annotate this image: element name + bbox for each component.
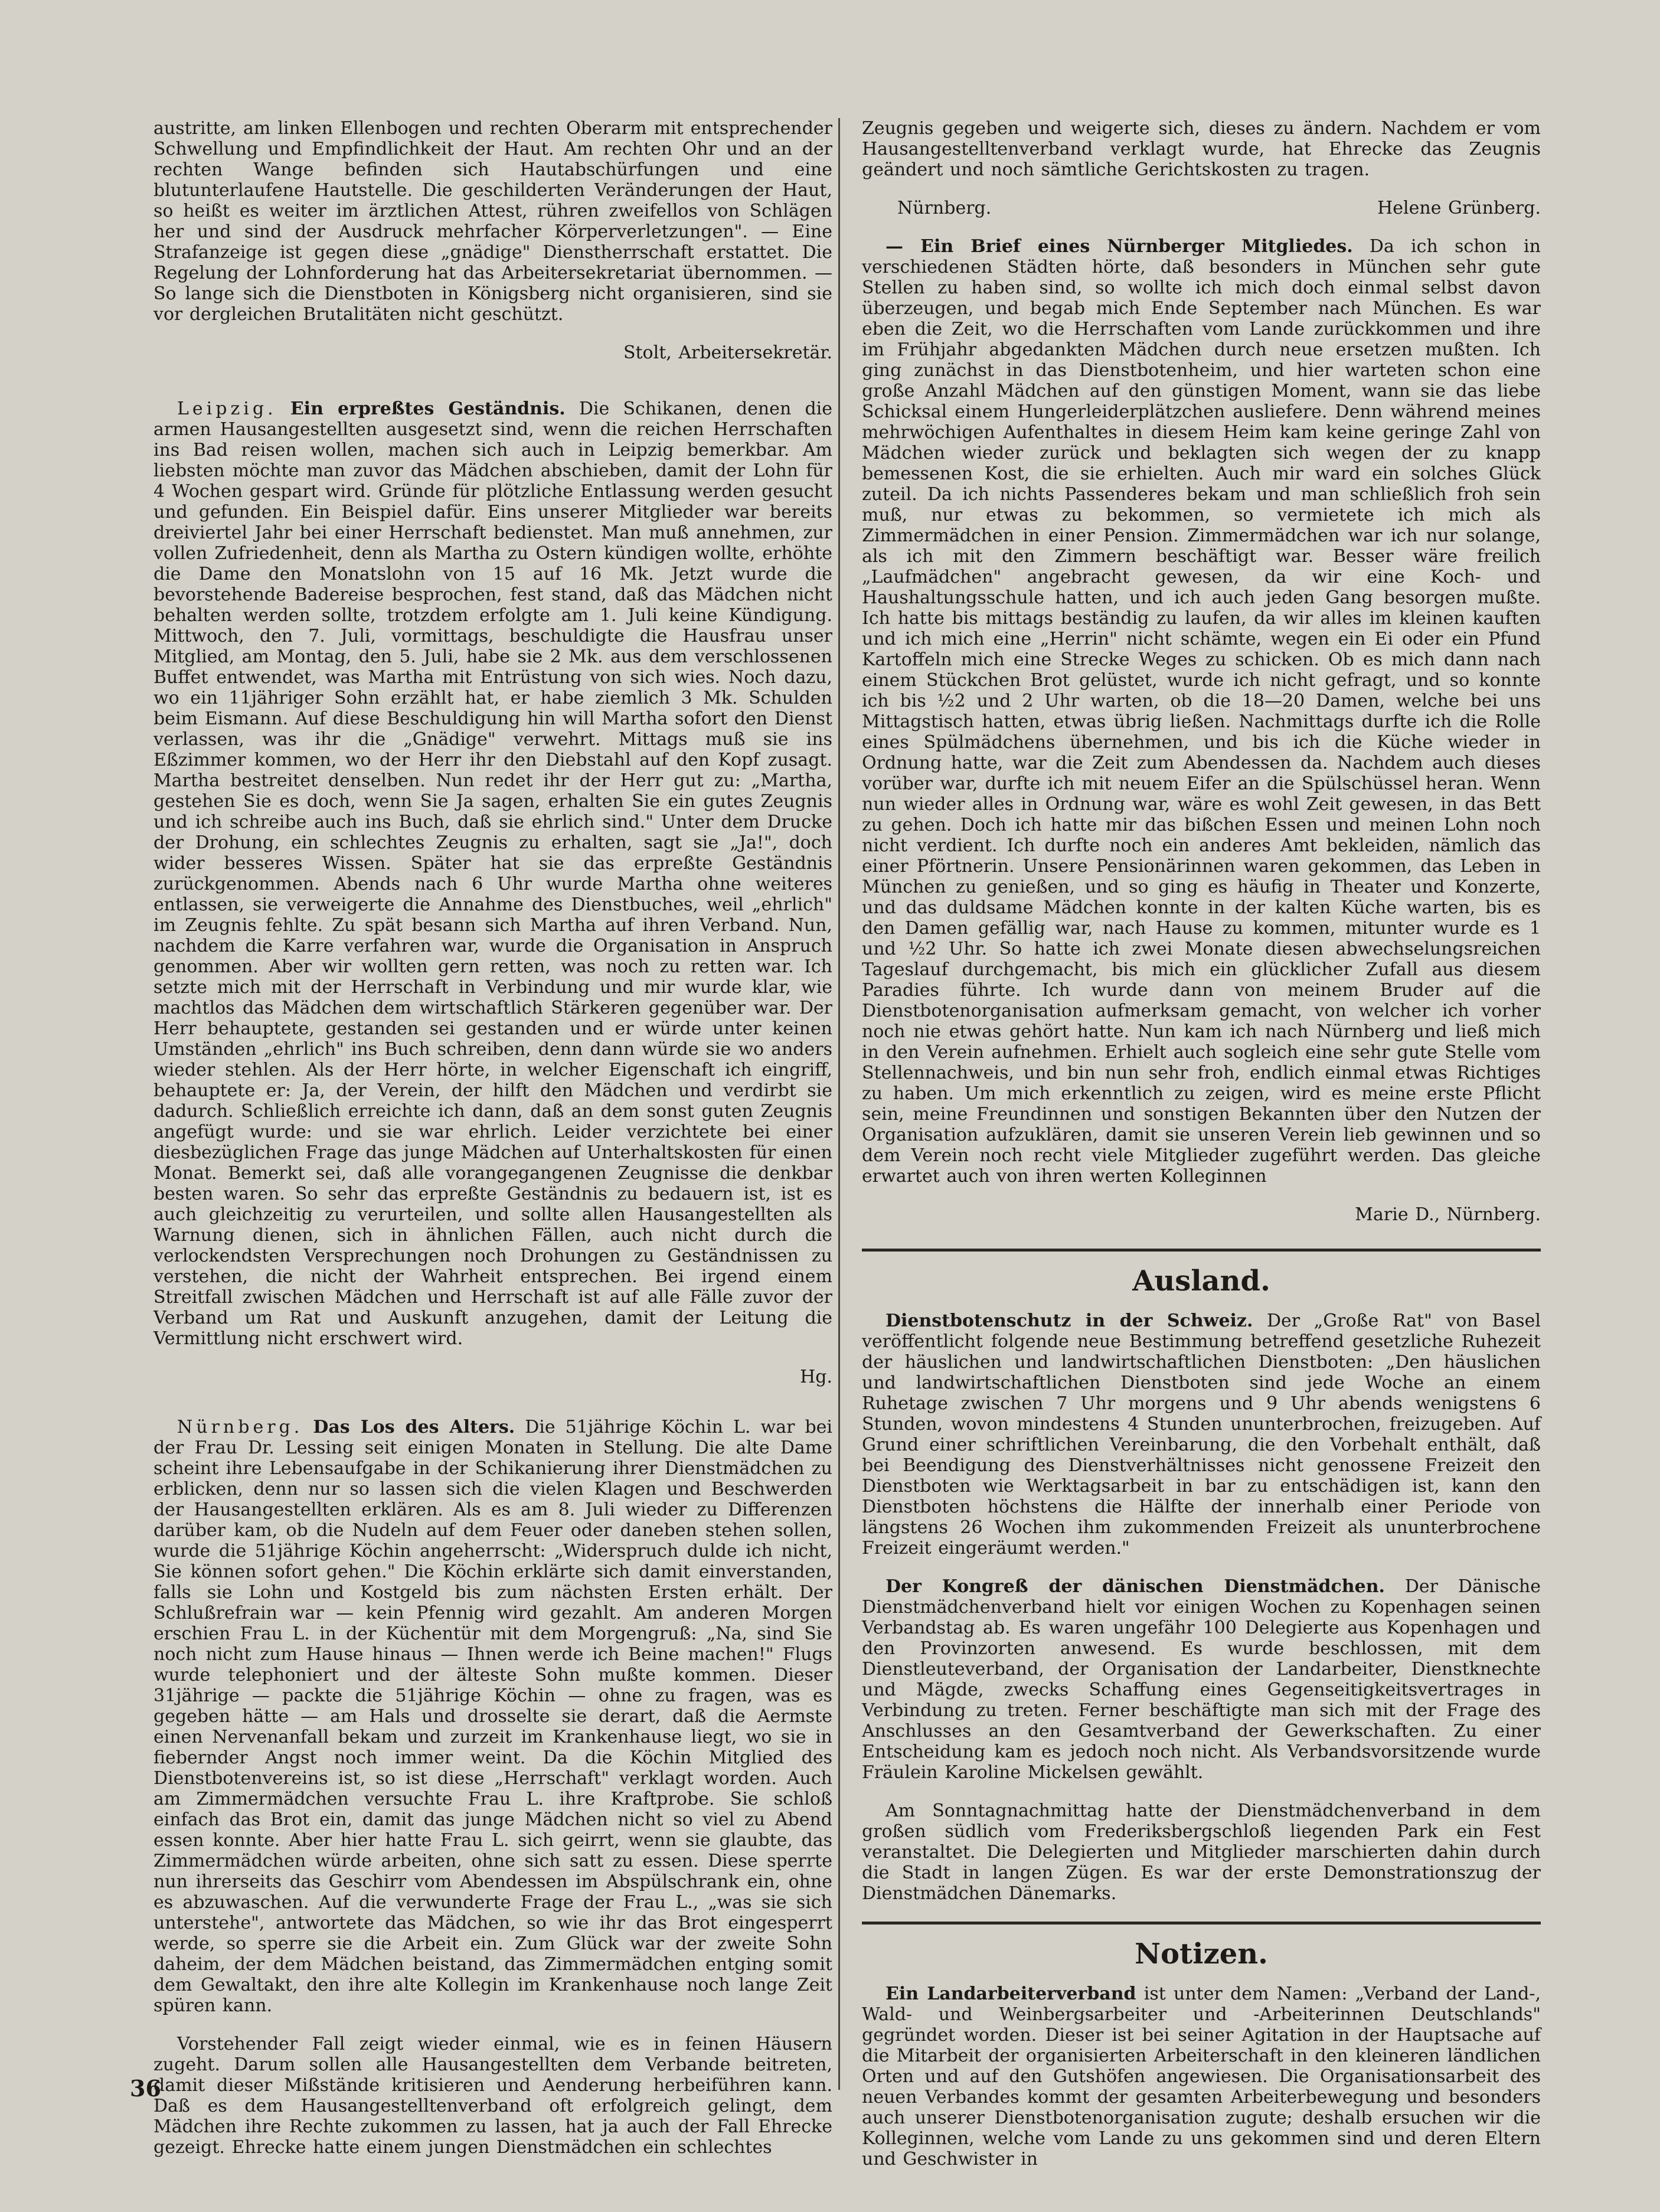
section-divider (862, 1922, 1541, 1925)
article-brief (862, 236, 1541, 1225)
article-place: Leipzig. (177, 398, 277, 419)
continuation-signature-line (862, 198, 1541, 218)
article-body: Die 51jährige Köchin L. war bei der Frau Dr. Lessing seit einigen Monaten in Stellung. Die alte Dame scheint ihre Lebensaufgabe in der Schikanierung ihrer Dienstmädchen zu erblicken, denn nur so lassen sich die vielen Klagen und Beschwerden der Hausangestellten erklären. Als es am 8. Juli wieder zu Differenzen darüber kam, ob die Nudeln auf dem Feuer oder daneben stehen sollen, wurde die 51jährige Köchin angeherrscht: „Widerspruch dulde ich nicht, Sie können sofort gehen." Die Köchin erklärte sich damit einverstanden, falls sie Lohn und Kostgeld bis zum nächsten Ersten erhält. Der Schlußrefrain war — kein Pfennig wird gezahlt. Am anderen Morgen erschien Frau L. in der Küchentür mit dem Morgengruß: „Na, sind Sie noch nicht zum Hause hinaus — Ihnen werde ich Beine machen!" Flugs wurde telephoniert und der älteste Sohn mußte kommen. Dieser 31jährige — packte die 51jährige Köchin — ohne zu fragen, was es gegeben hätte — am Hals und drosselte sie derart, daß die Aermste einen Nervenanfall bekam und zurzeit im Krankenhause liegt, wo sie in fiebernder Angst noch immer weint. Da die Köchin Mitglied des Dienstbotenvereins ist, so ist diese „Herrschaft" verklagt worden. Auch am Zimmermädchen versuchte Frau L. ihre Kraftprobe. Sie schloß einfach das Brot ein, damit das junge Mädchen nicht so viel zu Abend essen konnte. Aber hier hatte Frau L. sich geirrt, wenn sie glaubte, das Zimmermädchen würde arbeiten, ohne sich satt zu essen. Diese sperrte nun ihrerseits das Geschirr vom Abendessen im Abspülschrank ein, ohne es abzuwaschen. Auf die verwunderte Frage der Frau L., „was sie sich unterstehe", antwortete das Mädchen, so wie ihr das Brot eingesperrt werde, so sperre sie die Arbeit ein. Zum Glück war der zweite Sohn daheim, der dem Mädchen beistand, das Zimmermädchen entging somit dem Gewaltakt, den ihre alte Kollegin im Krankenhause noch lange Zeit spüren kann. (153, 1417, 833, 2016)
page-number: 36 (130, 2075, 161, 2102)
article-body: Der Dänische Dienstmädchenverband hielt vor einigen Wochen zu Kopenhagen seinen Verbandstag ab. Es waren ungefähr 100 Delegierte aus Kopenhagen und den Provinzorten anwesend. Es wurde beschlossen, mit dem Dienstleuteverband, der Organisation der Landarbeiter, Dienstknechte und Mägde, zwecks Schaffung eines Gegenseitigkeitsvertrages in Verbindung zu treten. Ferner beschäftigte man sich mit der Frage des Anschlusses an den Gesamtverband der Gewerkschaften. Zu einer Entscheidung kam es jedoch noch nicht. Als Verbandsvorsitzende wurde Fräulein Karoline Mickelsen gewählt. (862, 1576, 1541, 1783)
article-nuernberg (153, 1417, 832, 2158)
article-signature: Hg. (800, 1367, 832, 1387)
article-schweiz (862, 1311, 1541, 1558)
article-headline: Ein erpreßtes Geständnis. (290, 398, 566, 419)
article-brief-paragraph (862, 236, 1541, 1187)
article-headline: Dienstbotenschutz in der Schweiz. (885, 1311, 1253, 1331)
article-body-continued: Vorstehender Fall zeigt wieder einmal, wie es in feinen Häusern zugeht. Darum sollen alle Hausangestellten dem Verbande beitreten, damit dieser Mißstände kritisieren und Aenderung herbeiführen kann. Daß es dem Hausangestelltenverband oft erfolgreich gelingt, dem Mädchen ihre Rechte zukommen zu lassen, hat ja auch der Fall Ehrecke gezeigt. Ehrecke hatte einem jungen Dienstmädchen ein schlechtes (153, 2034, 832, 2158)
article-daenemark-continued: Am Sonntagnachmittag hatte der Dienstmädchenverband in dem großen südlich vom Frederiksbergschloß liegenden Park ein Fest veranstaltet. Die Delegierten und Mitglieder marschierten dahin durch die Stadt in langen Zügen. Es war der erste Demonstrationszug der Dienstmädchen Dänemarks. (862, 1801, 1541, 1904)
article-nuernberg-paragraph (153, 1417, 832, 2016)
article-leipzig (153, 398, 832, 1387)
continuation-place: Nürnberg. (897, 198, 992, 218)
article-body: Da ich schon in verschiedenen Städten hörte, daß besonders in München sehr gute Stellen zu haben sind, so wollte ich mich doch einmal selbst davon überzeugen, und begab mich Ende September nach München. Es war eben die Zeit, wo die Herrschaften vom Lande zurückkommen und ihre im Frühjahr abgedankten Mädchen durch neue ersetzen mußten. Ich ging zunächst in das Dienstbotenheim, und hier warteten schon eine große Anzahl Mädchen auf den günstigen Moment, wann sie das liebe Schicksal einem Hungerleiderplätzchen ausliefere. Denn während meines mehrwöchigen Aufenthaltes in diesem Heim kam keine geringe Zahl von Mädchen wieder zurück und beklagten sich wegen der zu knapp bemessenen Kost, die sie erhielten. Auch mir ward ein solches Glück zuteil. Da ich nichts Passenderes bekam und man schließlich froh sein muß, nur etwas zu bekommen, so vermietete ich mich als Zimmermädchen in einer Pension. Zimmermädchen war ich nur solange, als ich mit den Zimmern beschäftigt war. Besser wäre freilich „Laufmädchen" angebracht gewesen, da wir eine Koch- und Haushaltungsschule hatten, und ich auch jeden Gang besorgen mußte. Ich hatte bis mittags beständig zu laufen, da wir alles im kleinen kauften und ich mich eine „Herrin" nicht schämte, wegen ein Ei oder ein Pfund Kartoffeln mich eine Strecke Weges zu schicken. Ob es mich dann nach einem Stückchen Brot gelüstet, wurde ich nicht gefragt, und so konnte ich bis ½2 und 2 Uhr warten, ob die 18—20 Damen, welche bei uns Mittagstisch hatten, etwas übrig ließen. Nachmittags durfte ich die Rolle eines Spülmädchens übernehmen, und bis ich die Küche wieder in Ordnung hatte, war die Zeit zum Abendessen da. Nachdem auch dieses vorüber war, durfte ich mit neuem Eifer an die Spülschüssel heran. Wenn nun wieder alles in Ordnung war, wäre es wohl Zeit gewesen, in das Bett zu gehen. Doch ich hatte mir das bißchen Essen und meinen Lohn noch nicht verdient. Ich durfte noch ein anderes Amt bekleiden, nämlich das einer Pförtnerin. Unsere Pensionärinnen waren gekommen, das Leben in München zu genießen, und so ging es häufig in Theater und Konzerte, und das duldsame Mädchen konnte in der kalten Küche warten, bis es den Damen gefällig war, nach Hause zu kommen, mitunter wurde es 1 und ½2 Uhr. So hatte ich zwei Monate diesen abwechselungsreichen Tageslauf durchgemacht, bis mich ein glücklicher Zufall aus diesem Paradies führte. Ich wurde dann von meinem Bruder auf die Dienstbotenorganisation aufmerksam gemacht, von welcher ich vorher noch nie etwas gehört hatte. Nun kam ich nach Nürnberg und ließ mich in den Verein aufnehmen. Erhielt auch sogleich eine sehr gute Stelle vom Stellennachweis, und bin nun sehr froh, endlich einmal etwas Richtiges zu haben. Um mich erkenntlich zu zeigen, wird es meine erste Pflicht sein, meine Freundinnen und sonstigen Bekannten über den Nutzen der Organisation aufzuklären, damit sie unseren Verein lieb gewinnen und so dem Verein noch recht viele Mitglieder zugeführt werden. Das gleiche erwartet auch von ihren werten Kolleginnen (862, 236, 1541, 1187)
article-leipzig-paragraph (153, 398, 832, 1349)
article-headline: Der Kongreß der dänischen Dienstmädchen. (885, 1576, 1385, 1597)
section-title-ausland: Ausland. (1132, 1265, 1270, 1298)
right-column (862, 118, 1541, 2187)
article-place: Nürnberg. (177, 1417, 303, 1437)
intro-signature: Stolt, Arbeitersekretär. (623, 342, 832, 363)
article-signature: Marie D., Nürnberg. (1355, 1204, 1541, 1225)
article-body: ist unter dem Namen: „Verband der Land-, Wald- und Weinbergsarbeiter und -Arbeiterinnen Deutschlands" gegründet worden. Dieser ist bei seiner Agitation in der Hauptsache auf die Mitarbeit der organisierten Arbeiterschaft in den kleineren ländlichen Orten und auf den Gutshöfen angewiesen. Die Organisationsarbeit des neuen Verbandes kommt der gesamten Arbeiterbewegung und besonders auch unserer Dienstbotenorganisation zugute; deshalb ersuchen wir die Kolleginnen, welche vom Lande zu uns gekommen sind und deren Eltern und Geschwister in (862, 1984, 1541, 2169)
article-body: Die Schikanen, denen die armen Hausangestellten ausgesetzt sind, wenn die reichen Herrschaften ins Bad reisen wollen, machen sich auch in Leipzig bemerkbar. Am liebsten möchte man zuvor das Mädchen abschieben, damit der Lohn für 4 Wochen gespart wird. Gründe für plötzliche Entlassung werden gesucht und gefunden. Ein Beispiel dafür. Eins unserer Mitglieder war bereits dreiviertel Jahr bei einer Herrschaft bedienstet. Man muß annehmen, zur vollen Zufriedenheit, denn als Martha zu Ostern kündigen wollte, erhöhte die Dame den Monatslohn von 15 auf 16 Mk. Jetzt wurde die bevorstehende Badereise besprochen, fest stand, daß das Mädchen nicht behalten werden sollte, trotzdem erfolgte am 1. Juli keine Kündigung. Mittwoch, den 7. Juli, vormittags, beschuldigte die Hausfrau unser Mitglied, am Montag, den 5. Juli, habe sie 2 Mk. aus dem verschlossenen Buffet entwendet, was Martha mit Entrüstung von sich wies. Noch dazu, wo ein 11jähriger Sohn erzählt hat, er habe ziemlich 3 Mk. Schulden beim Eismann. Auf diese Beschuldigung hin will Martha sofort den Dienst verlassen, was ihr die „Gnädige" verwehrt. Mittags muß sie ins Eßzimmer kommen, wo der Herr ihr den Diebstahl auf den Kopf zusagt. Martha bestreitet denselben. Nun redet ihr der Herr gut zu: „Martha, gestehen Sie es doch, wenn Sie Ja sagen, erhalten Sie ein gutes Zeugnis und ich schreibe auch ins Buch, daß sie ehrlich sind." Unter dem Drucke der Drohung, ein schlechtes Zeugnis zu erhalten, sagt sie „Ja!", doch wider besseres Wissen. Später hat sie das erpreßte Geständnis zurückgenommen. Abends nach 6 Uhr wurde Martha ohne weiteres entlassen, sie verweigerte die Annahme des Dienstbuches, weil „ehrlich" im Zeugnis fehlte. Zu spät besann sich Martha auf ihren Verband. Nun, nachdem die Karre verfahren war, wurde die Organisation in Anspruch genommen. Aber wir wollten gern retten, was noch zu retten war. Ich setzte mich mit der Herrschaft in Verbindung und mir wurde klar, wie machtlos das Mädchen dem wirtschaftlich Stärkeren gegenüber war. Der Herr behauptete, gestanden sei gestanden und er würde unter keinen Umständen „ehrlich" ins Buch schreiben, denn dann würde sie wo anders wieder stehlen. Als der Herr hörte, in welcher Eigenschaft ich eingriff, behauptete er: Ja, der Verein, der hilft den Mädchen und verdirbt sie dadurch. Schließlich erreichte ich dann, daß an dem sonst guten Zeugnis angefügt wurde: und sie war ehrlich. Leider verzichtete bei einer diesbezüglichen Frage das junge Mädchen auf Unterhaltskosten für einen Monat. Bemerkt sei, daß alle vorangegangenen Zeugnisse die denkbar besten waren. So sehr das erpreßte Geständnis zu bedauern ist, ist es auch gleichzeitig zu verurteilen, und sollte allen Hausangestellten als Warnung dienen, sich in ähnlichen Fällen, auch nicht durch die verlockendsten Versprechungen noch Drohungen zu Geständnissen zu verstehen, die nicht der Wahrheit entsprechen. Bei irgend einem Streitfall zwischen Mädchen und Herrschaft ist auf alle Fälle zuvor der Verband um Rat und Auskunft anzugehen, damit der Leitung die Vermittlung nicht erschwert wird. (153, 398, 832, 1349)
article-body: Der „Große Rat" von Basel veröffentlicht folgende neue Bestimmung betreffend gesetzliche Ruhezeit der häuslichen und landwirtschaftlichen Dienstboten: „Den häuslichen und landwirtschaftlichen Dienstboten sind jede Woche an einem Ruhetage zwischen 7 Uhr morgens und 9 Uhr abends wenigstens 6 Stunden, wovon mindestens 4 Stunden ununterbrochen, freizugeben. Auf Grund einer schriftlichen Vereinbarung, die den Vorbehalt enthält, daß bei Beendigung des Dienstverhältnisses nicht genossene Freizeit den Dienstboten wie Werktagsarbeit in bar zu entschädigen ist, kann den Dienstboten höchstens die Hälfte der innerhalb einer Periode von längstens 26 Wochen ihm zukommenden Freizeit als ununterbrochene Freizeit eingeräumt werden." (862, 1311, 1541, 1558)
article-headline: Das Los des Alters. (313, 1417, 515, 1437)
section-title-notizen: Notizen. (1135, 1937, 1268, 1971)
column-divider (838, 118, 840, 2090)
continuation-paragraph: Zeugnis gegeben und weigerte sich, dieses zu ändern. Nachdem er vom Hausangestelltenverband verklagt wurde, hat Ehrecke das Zeugnis geändert und noch sämtliche Gerichtskosten zu tragen. (862, 118, 1541, 180)
continuation-signature: Helene Grünberg. (1377, 198, 1541, 218)
intro-paragraph: austritte, am linken Ellenbogen und rechten Oberarm mit entsprechender Schwellung und Empfindlichkeit der Haut. Am rechten Ohr und an der rechten Wange befinden sich Hautabschürfungen und eine blutunterlaufene Hautstelle. Die geschilderten Veränderungen der Haut, so heißt es weiter im ärztlichen Attest, rühren zweifellos von Schlägen her und sind der Ausdruck mehrfacher Körperverletzungen". — Eine Strafanzeige ist gegen diese „gnädige" Dienstherrschaft erstattet. Die Regelung der Lohnforderung hat das Arbeitersekretariat übernommen. — So lange sich die Dienstboten in Königsberg nicht organisieren, sind sie vor dergleichen Brutalitäten nicht geschützt. (153, 118, 832, 325)
left-column (153, 118, 832, 2181)
article-landarbeiter (862, 1984, 1541, 2169)
article-headline: — Ein Brief eines Nürnberger Mitgliedes. (885, 236, 1353, 257)
section-divider (862, 1249, 1541, 1252)
article-daenemark (862, 1576, 1541, 1783)
article-headline: Ein Landarbeiterverband (885, 1984, 1136, 2004)
